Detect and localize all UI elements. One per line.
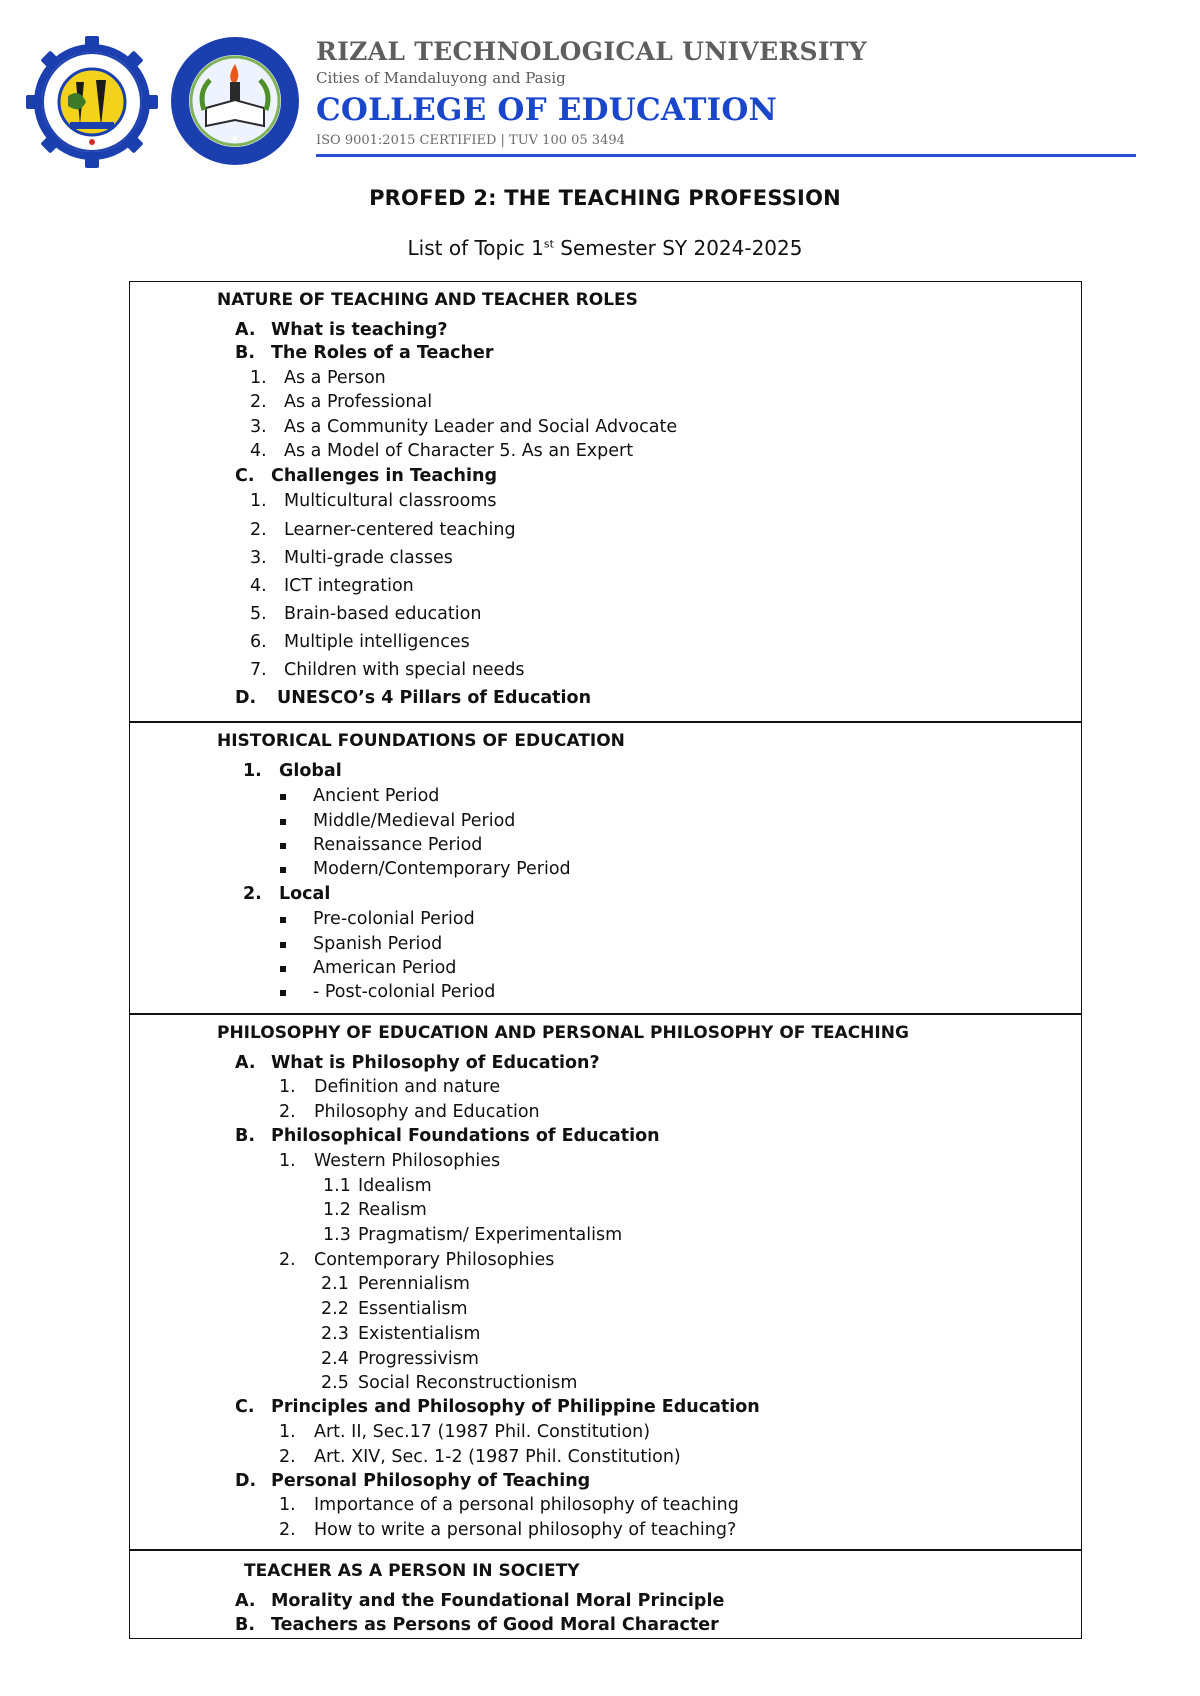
item-text: Local xyxy=(279,884,331,904)
list-item xyxy=(250,489,496,513)
list-item xyxy=(250,630,470,654)
item-text: Renaissance Period xyxy=(313,835,483,855)
item-marker: 2. xyxy=(279,1520,296,1540)
item-marker: 2.1 xyxy=(321,1274,349,1294)
item-text: Multiple intelligences xyxy=(284,632,470,652)
item-text: Art. II, Sec.17 (1987 Phil. Constitution) xyxy=(314,1422,651,1442)
item-text: Progressivism xyxy=(358,1349,479,1369)
college-name: COLLEGE OF EDUCATION xyxy=(316,92,778,128)
item-text: Western Philosophies xyxy=(314,1151,501,1171)
item-marker: 2.5 xyxy=(321,1373,349,1393)
item-marker: 2.4 xyxy=(321,1349,349,1369)
list-item xyxy=(280,809,515,833)
item-text: As a Professional xyxy=(284,392,433,412)
item-text: Philosophical Foundations of Education xyxy=(271,1126,660,1146)
item-marker: 2.2 xyxy=(321,1299,349,1319)
item-text: Modern/Contemporary Period xyxy=(313,859,571,879)
list-item xyxy=(235,1124,660,1148)
item-marker: 2.3 xyxy=(321,1324,349,1344)
item-marker: 7. xyxy=(250,660,267,680)
list-item xyxy=(321,1322,480,1346)
bullet-icon xyxy=(280,867,286,873)
item-marker: 2. xyxy=(279,1447,296,1467)
subtitle-text: List of Topic 1 xyxy=(407,236,544,260)
item-marker: 2. xyxy=(250,520,267,540)
item-text: Essentialism xyxy=(358,1299,468,1319)
topic-section xyxy=(130,1551,1081,1638)
topic-section xyxy=(130,282,1081,723)
item-marker: 3. xyxy=(250,417,267,437)
list-item xyxy=(323,1174,432,1198)
item-marker: 6. xyxy=(250,632,267,652)
bullet-icon xyxy=(280,966,286,972)
list-item xyxy=(235,686,591,710)
item-marker: 4. xyxy=(250,576,267,596)
rtu-seal-icon xyxy=(24,34,160,170)
item-text: Social Reconstructionism xyxy=(358,1373,578,1393)
list-item xyxy=(250,574,414,598)
list-item xyxy=(280,956,456,980)
item-marker: D. xyxy=(235,1471,257,1491)
item-text: Perennialism xyxy=(358,1274,470,1294)
list-item xyxy=(323,1223,622,1247)
item-marker: 1. xyxy=(243,761,262,781)
list-item xyxy=(321,1272,470,1296)
list-item xyxy=(280,833,482,857)
document-subtitle xyxy=(0,236,1200,260)
item-marker: B. xyxy=(235,343,255,363)
item-marker: B. xyxy=(235,1126,255,1146)
section-heading: HISTORICAL FOUNDATIONS OF EDUCATION xyxy=(217,731,625,751)
list-item xyxy=(321,1297,468,1321)
item-text: The Roles of a Teacher xyxy=(271,343,494,363)
item-text: UNESCO’s 4 Pillars of Education xyxy=(277,688,592,708)
item-text: Art. XIV, Sec. 1-2 (1987 Phil. Constitution) xyxy=(314,1447,681,1467)
item-text: Spanish Period xyxy=(313,934,443,954)
item-marker: 1. xyxy=(279,1151,296,1171)
item-text: Pragmatism/ Experimentalism xyxy=(358,1225,623,1245)
item-marker: A. xyxy=(235,1053,256,1073)
item-text: Principles and Philosophy of Philippine Education xyxy=(271,1397,760,1417)
list-item xyxy=(279,1493,739,1517)
item-marker: 1. xyxy=(250,368,267,388)
document-title: PROFED 2: THE TEACHING PROFESSION xyxy=(369,186,841,210)
list-item xyxy=(279,1075,500,1099)
bullet-icon xyxy=(280,990,286,996)
item-text: Multi-grade classes xyxy=(284,548,453,568)
list-item xyxy=(235,341,493,365)
bullet-icon xyxy=(280,819,286,825)
section-heading: NATURE OF TEACHING AND TEACHER ROLES xyxy=(217,290,638,310)
list-item xyxy=(235,1051,600,1075)
item-marker: D. xyxy=(235,688,257,708)
list-item xyxy=(250,415,677,439)
item-text: Challenges in Teaching xyxy=(271,466,497,486)
item-text: What is Philosophy of Education? xyxy=(271,1053,600,1073)
coe-seal-icon xyxy=(168,34,302,168)
item-text: Teachers as Persons of Good Moral Character xyxy=(271,1615,719,1635)
topics-table xyxy=(129,281,1082,1639)
list-item xyxy=(250,518,516,542)
item-text: What is teaching? xyxy=(271,320,448,340)
list-item xyxy=(279,1100,540,1124)
list-item xyxy=(280,932,442,956)
list-item xyxy=(321,1371,577,1395)
item-text: Definition and nature xyxy=(314,1077,501,1097)
item-text: Multicultural classrooms xyxy=(284,491,497,511)
section-heading: PHILOSOPHY OF EDUCATION AND PERSONAL PHILOSOPHY OF TEACHING xyxy=(217,1023,909,1043)
item-text: Children with special needs xyxy=(284,660,525,680)
item-marker: 2. xyxy=(279,1102,296,1122)
item-marker: A. xyxy=(235,1591,256,1611)
bullet-icon xyxy=(280,917,286,923)
item-marker: A. xyxy=(235,320,256,340)
list-item xyxy=(279,1420,650,1444)
list-item xyxy=(235,1469,590,1493)
item-marker: 5. xyxy=(250,604,267,624)
item-marker: C. xyxy=(235,466,255,486)
item-text: Importance of a personal philosophy of teaching xyxy=(314,1495,739,1515)
bullet-icon xyxy=(280,794,286,800)
item-text: Middle/Medieval Period xyxy=(313,811,516,831)
list-item xyxy=(321,1347,479,1371)
item-text: Ancient Period xyxy=(313,786,440,806)
item-text: Morality and the Foundational Moral Principle xyxy=(271,1591,725,1611)
iso-certification: ISO 9001:2015 CERTIFIED | TUV 100 05 3494 xyxy=(316,133,625,148)
list-item xyxy=(250,658,525,682)
topic-section xyxy=(130,1015,1081,1551)
university-cities: Cities of Mandaluyong and Pasig xyxy=(316,69,566,87)
list-item xyxy=(279,1445,681,1469)
item-text: Pre-colonial Period xyxy=(313,909,475,929)
item-marker: 1.2 xyxy=(323,1200,351,1220)
item-marker: 2. xyxy=(243,884,262,904)
list-item xyxy=(280,907,475,931)
item-text: How to write a personal philosophy of teaching? xyxy=(314,1520,737,1540)
header-divider xyxy=(316,154,1136,157)
item-text: - Post-colonial Period xyxy=(313,982,496,1002)
item-text: ICT integration xyxy=(284,576,414,596)
college-of-education-seal-logo xyxy=(168,34,302,168)
university-name: RIZAL TECHNOLOGICAL UNIVERSITY xyxy=(316,37,867,66)
item-marker: 1. xyxy=(279,1077,296,1097)
list-item xyxy=(235,318,448,342)
list-item xyxy=(250,439,633,463)
item-text: Contemporary Philosophies xyxy=(314,1250,555,1270)
item-marker: 1. xyxy=(279,1495,296,1515)
item-text: Existentialism xyxy=(358,1324,481,1344)
item-text: As a Model of Character 5. As an Expert xyxy=(284,441,634,461)
list-item xyxy=(243,882,330,906)
list-item xyxy=(250,546,453,570)
item-marker: 2. xyxy=(279,1250,296,1270)
header-text-block xyxy=(316,36,867,150)
list-item xyxy=(250,366,386,390)
list-item xyxy=(280,857,571,881)
item-text: As a Person xyxy=(284,368,386,388)
list-item xyxy=(250,602,481,626)
bullet-icon xyxy=(280,942,286,948)
list-item xyxy=(235,1395,760,1419)
item-marker: 1.3 xyxy=(323,1225,351,1245)
item-text: Learner-centered teaching xyxy=(284,520,516,540)
item-marker: 1. xyxy=(250,491,267,511)
section-heading: TEACHER AS A PERSON IN SOCIETY xyxy=(244,1561,580,1581)
item-text: Philosophy and Education xyxy=(314,1102,540,1122)
item-text: Global xyxy=(279,761,342,781)
subtitle-semester: Semester SY 2024-2025 xyxy=(553,236,803,260)
list-item xyxy=(279,1248,554,1272)
item-text: As a Community Leader and Social Advocate xyxy=(284,417,678,437)
item-text: Personal Philosophy of Teaching xyxy=(271,1471,591,1491)
item-text: Idealism xyxy=(358,1176,432,1196)
list-item xyxy=(235,464,497,488)
list-item xyxy=(280,784,439,808)
list-item xyxy=(235,1613,719,1637)
list-item xyxy=(323,1198,427,1222)
list-item xyxy=(279,1149,500,1173)
item-marker: 1. xyxy=(279,1422,296,1442)
item-text: Realism xyxy=(358,1200,427,1220)
subtitle-ordinal: st xyxy=(543,237,554,251)
item-text: Brain-based education xyxy=(284,604,482,624)
item-marker: 3. xyxy=(250,548,267,568)
list-item xyxy=(279,1518,736,1542)
item-marker: B. xyxy=(235,1615,255,1635)
item-marker: 1.1 xyxy=(323,1176,351,1196)
list-item xyxy=(250,390,432,414)
topic-section xyxy=(130,723,1081,1015)
item-marker: C. xyxy=(235,1397,255,1417)
rtu-seal-logo xyxy=(24,34,160,170)
list-item xyxy=(280,980,495,1004)
item-marker: 2. xyxy=(250,392,267,412)
item-marker: 4. xyxy=(250,441,267,461)
bullet-icon xyxy=(280,843,286,849)
list-item xyxy=(243,759,342,783)
list-item xyxy=(235,1589,724,1613)
item-text: American Period xyxy=(313,958,457,978)
